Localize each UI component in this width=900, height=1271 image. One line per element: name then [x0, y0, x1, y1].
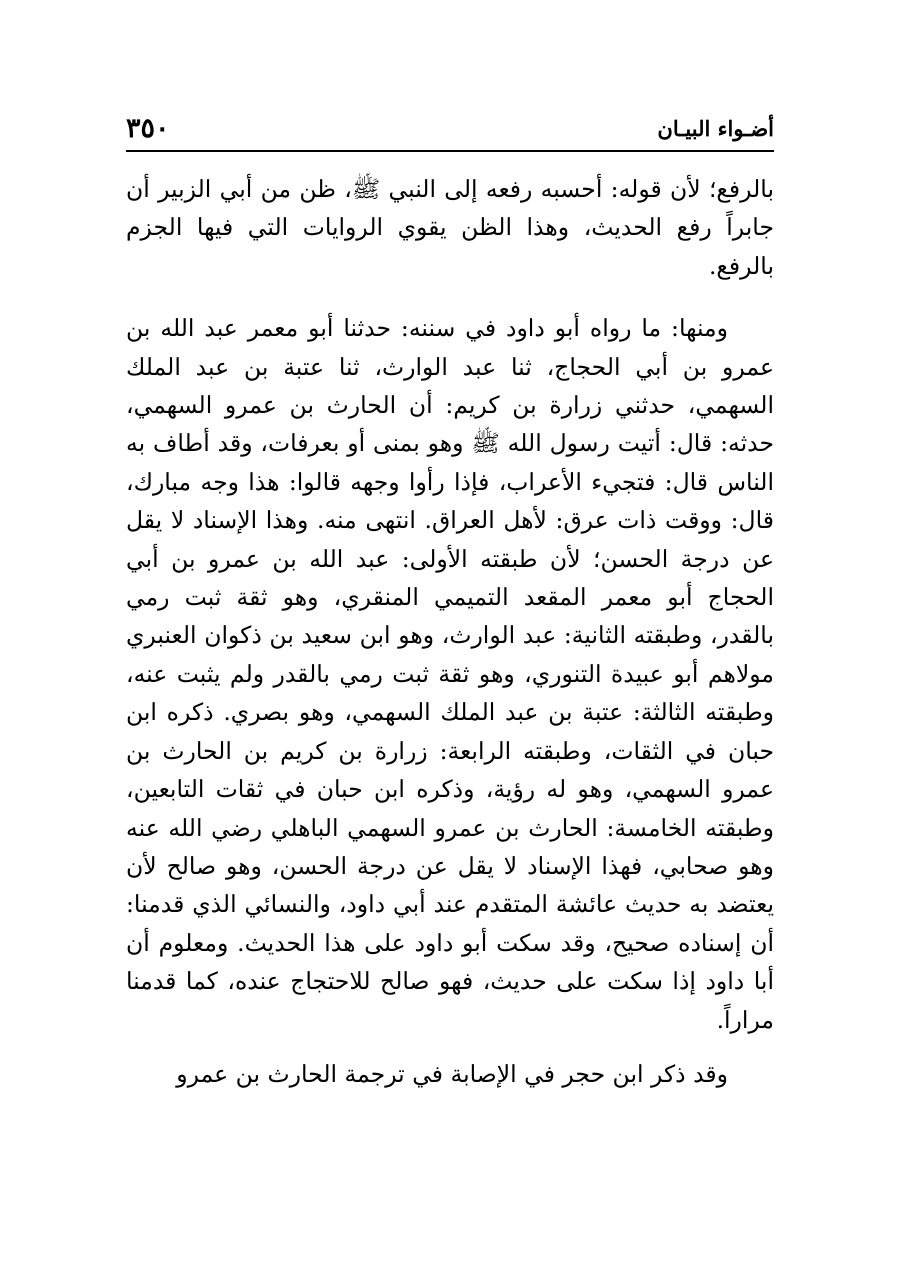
- paragraph: وقد ذكر ابن حجر في الإصابة في ترجمة الحارث بن عمرو: [176, 1059, 728, 1088]
- page-header: [126, 112, 774, 144]
- paragraph: بالرفع؛ لأن قوله: أحسبه رفعه إلى النبي ﷺ، ظن من أبي الزبير أن جابراً رفع الحديث، وهذا الظن يقوي الروايات التي فيها الجزم بالرفع.: [126, 175, 774, 280]
- page-number: ٣٥٠: [126, 112, 170, 144]
- paragraph: ومنها: ما رواه أبو داود في سننه: حدثنا أبو معمر عبد الله بن عمرو بن أبي الحجاج، ثنا عبد الوارث، ثنا عتبة بن عبد الملك السهمي، حدثني زرارة بن كريم: أن الحارث بن عمرو السهمي، حدثه: قال: أتيت رسول الله ﷺ وهو بمنى أو بعرفات، وقد أطاف به الناس قال: فتجيء الأعراب، فإذا رأوا وجهه قالوا: هذا وجه مبارك، قال: ووقت ذات عرق: لأهل العراق. انتهى منه. وهذا الإسناد لا يقل عن درجة الحسن؛ لأن طبقته الأولى: عبد الله بن عمرو بن أبي الحجاج أبو معمر المقعد التميمي المنقري، وهو ثقة ثبت رمي بالقدر، وطبقته الثانية: عبد الوارث، وهو ابن سعيد بن ذكوان العنبري مولاهم أبو عبيدة التنوري، وهو ثقة ثبت رمي بالقدر ولم يثبت عنه، وطبقته الثالثة: عتبة بن عبد الملك السهمي، وهو بصري. ذكره ابن حبان في الثقات، وطبقته الرابعة: زرارة بن كريم بن الحارث بن عمرو السهمي، وهو له رؤية، وذكره ابن حبان في ثقات التابعين، وطبقته الخامسة: الحارث بن عمرو السهمي الباهلي رضي الله عنه وهو صحابي، فهذا الإسناد لا يقل عن درجة الحسن، وهو صالح لأن يعتضد به حديث عائشة المتقدم عند أبي داود، والنسائي الذي قدمنا: أن إسناده صحيح، وقد سكت أبو داود على هذا الحديث. ومعلوم أن أبا داود إذا سكت على حديث، فهو صالح للاحتجاج عنده، كما قدمنا مراراً.: [126, 314, 775, 1034]
- body-text: [126, 170, 774, 1093]
- header-rule: [126, 150, 774, 152]
- running-title: أضـواء البيـان: [657, 115, 774, 141]
